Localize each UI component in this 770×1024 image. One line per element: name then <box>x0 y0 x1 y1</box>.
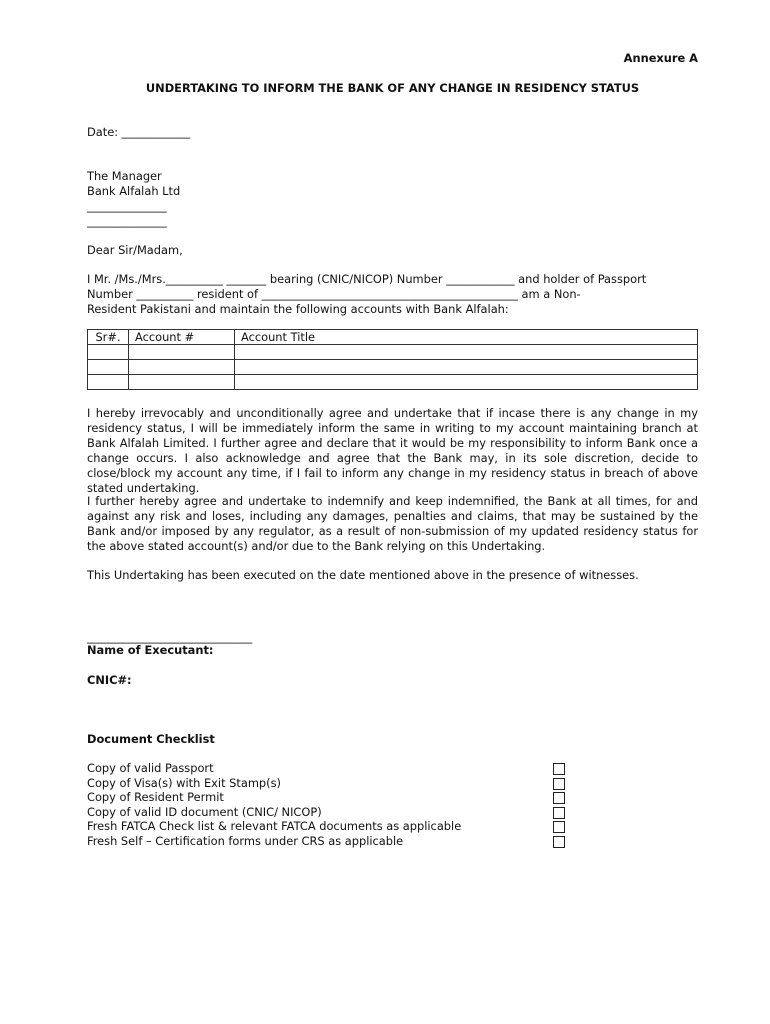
checkbox[interactable] <box>553 807 565 819</box>
checklist-item-label: Copy of Resident Permit <box>87 790 224 805</box>
checklist-item-label: Fresh Self – Certification forms under CRS as applicable <box>87 833 404 848</box>
addressee-line: The Manager <box>87 169 162 183</box>
checkbox[interactable] <box>553 763 565 775</box>
table-row <box>88 360 698 375</box>
table-cell[interactable] <box>129 375 235 390</box>
header-account-number: Account # <box>129 330 235 345</box>
table-cell[interactable] <box>129 360 235 375</box>
addressee-block <box>87 169 180 229</box>
header-account-title: Account Title <box>235 330 698 345</box>
accounts-table <box>87 329 698 390</box>
table-row <box>88 375 698 390</box>
executant-name-label: Name of Executant: <box>87 643 214 657</box>
addressee-blank-line: ______________ <box>87 199 167 213</box>
annexure-label: Annexure A <box>623 51 698 65</box>
declaration-block <box>87 272 698 317</box>
header-sr: Sr#. <box>88 330 129 345</box>
list-item <box>87 776 567 791</box>
table-cell[interactable] <box>235 345 698 360</box>
list-item <box>87 819 567 834</box>
table-row <box>88 345 698 360</box>
undertaking-paragraph: I hereby irrevocably and unconditionally agree and undertake that if incase there is any change in my residency status, I will be immediately inform the same in writing to my account maintaining branch at Bank Alfalah Limited. I further agree and declare that it would be my responsibility to inform Bank once a change occurs. I also acknowledge and agree that the Bank may, in its sole discretion, decide to close/block my account any time, if I fail to inform any change in my residency status in breach of above stated undertaking. <box>87 406 698 495</box>
salutation: Dear Sir/Madam, <box>87 243 183 257</box>
checkbox[interactable] <box>553 821 565 833</box>
declaration-line: Number __________ resident of _____________________________________________ am a Non- <box>87 287 581 301</box>
indemnity-paragraph: I further hereby agree and undertake to indemnify and keep indemnified, the Bank at all times, for and against any risk and loses, including any damages, penalties and claims, that may be sustained by the Bank and/or imposed by any regulator, as a result of non-submission of my updated residency status for the above stated account(s) and/or due to the Bank relying on this Undertaking. <box>87 494 698 553</box>
declaration-line: I Mr. /Ms./Mrs.__________ _______ bearing (CNIC/NICOP) Number ____________ and holder of Passport <box>87 272 647 286</box>
list-item <box>87 761 567 776</box>
table-cell[interactable] <box>88 375 129 390</box>
list-item <box>87 834 567 849</box>
list-item <box>87 805 567 820</box>
document-checklist <box>87 761 567 849</box>
declaration-line: Resident Pakistani and maintain the following accounts with Bank Alfalah: <box>87 302 509 316</box>
table-cell[interactable] <box>129 345 235 360</box>
addressee-line: Bank Alfalah Ltd <box>87 184 181 198</box>
table-cell[interactable] <box>88 360 129 375</box>
list-item <box>87 790 567 805</box>
table-cell[interactable] <box>235 360 698 375</box>
checklist-item-label: Fresh FATCA Check list & relevant FATCA documents as applicable <box>87 819 462 834</box>
addressee-blank-line: ______________ <box>87 214 167 228</box>
document-title: UNDERTAKING TO INFORM THE BANK OF ANY CHANGE IN RESIDENCY STATUS <box>145 81 640 95</box>
checklist-item-label: Copy of valid ID document (CNIC/ NICOP) <box>87 804 322 819</box>
execution-paragraph: This Undertaking has been executed on the date mentioned above in the presence of witnesses. <box>87 568 639 582</box>
checklist-title: Document Checklist <box>87 732 215 746</box>
signature-line: _____________________________ <box>87 630 253 644</box>
date-field: Date: ____________ <box>87 125 191 139</box>
table-cell[interactable] <box>235 375 698 390</box>
checklist-item-label: Copy of valid Passport <box>87 761 214 775</box>
table-cell[interactable] <box>88 345 129 360</box>
table-header-row <box>88 330 698 345</box>
checkbox[interactable] <box>553 778 565 790</box>
checkbox[interactable] <box>553 792 565 804</box>
checkbox[interactable] <box>553 836 565 848</box>
cnic-label: CNIC#: <box>87 673 132 687</box>
checklist-item-label: Copy of Visa(s) with Exit Stamp(s) <box>87 775 281 790</box>
